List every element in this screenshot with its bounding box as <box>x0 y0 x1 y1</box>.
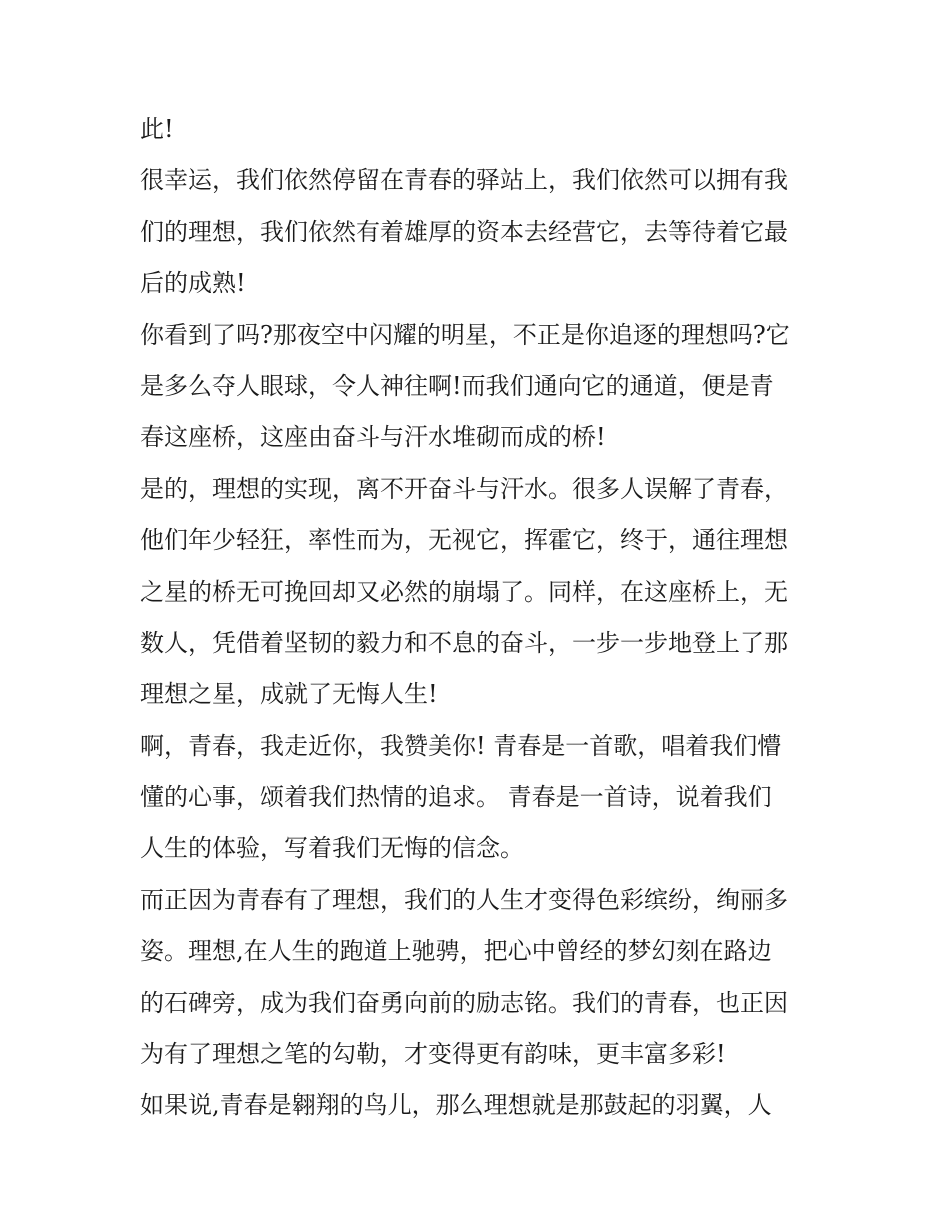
text-line: 如果说,青春是翱翔的鸟儿，那么理想就是那鼓起的羽翼，人 <box>140 1091 772 1120</box>
text-line: 很幸运，我们依然停留在青春的驿站上，我们依然可以拥有我 <box>140 166 788 195</box>
text-line: 此! <box>140 115 174 143</box>
text-line: 理想之星，成就了无悔人生! <box>140 680 438 709</box>
text-line: 春这座桥，这座由奋斗与汗水堆砌而成的桥! <box>140 423 606 452</box>
text-line: 们的理想，我们依然有着雄厚的资本去经营它，去等待着它最 <box>140 217 788 246</box>
text-line: 为有了理想之笔的勾勒，才变得更有韵味，更丰富多彩! <box>140 1040 726 1069</box>
text-line: 懂的心事，颂着我们热情的追求。 青春是一首诗，说着我们 <box>140 783 772 812</box>
text-line: 啊，青春，我走近你，我赞美你! 青春是一首歌，唱着我们懵 <box>140 731 782 760</box>
document-body <box>140 104 812 1132</box>
text-line: 之星的桥无可挽回却又必然的崩塌了。同样，在这座桥上，无 <box>140 577 788 606</box>
text-line: 是多么夺人眼球，令人神往啊!而我们通向它的通道，便是青 <box>140 371 774 400</box>
text-line: 的石碑旁，成为我们奋勇向前的励志铭。我们的青春，也正因 <box>140 988 788 1017</box>
text-line: 而正因为青春有了理想，我们的人生才变得色彩缤纷，绚丽多 <box>140 885 788 914</box>
text-line: 数人，凭借着坚韧的毅力和不息的奋斗，一步一步地登上了那 <box>140 628 788 657</box>
text-line: 他们年少轻狂，率性而为，无视它，挥霍它，终于，通往理想 <box>140 526 788 555</box>
text-line: 是的，理想的实现，离不开奋斗与汗水。很多人误解了青春， <box>140 474 788 503</box>
text-line: 人生的体验，写着我们无悔的信念。 <box>140 834 524 863</box>
text-line: 你看到了吗?那夜空中闪耀的明星，不正是你追逐的理想吗?它 <box>140 320 790 349</box>
text-line: 姿。理想,在人生的跑道上驰骋，把心中曾经的梦幻刻在路边 <box>140 937 772 966</box>
text-line: 后的成熟! <box>140 269 246 298</box>
